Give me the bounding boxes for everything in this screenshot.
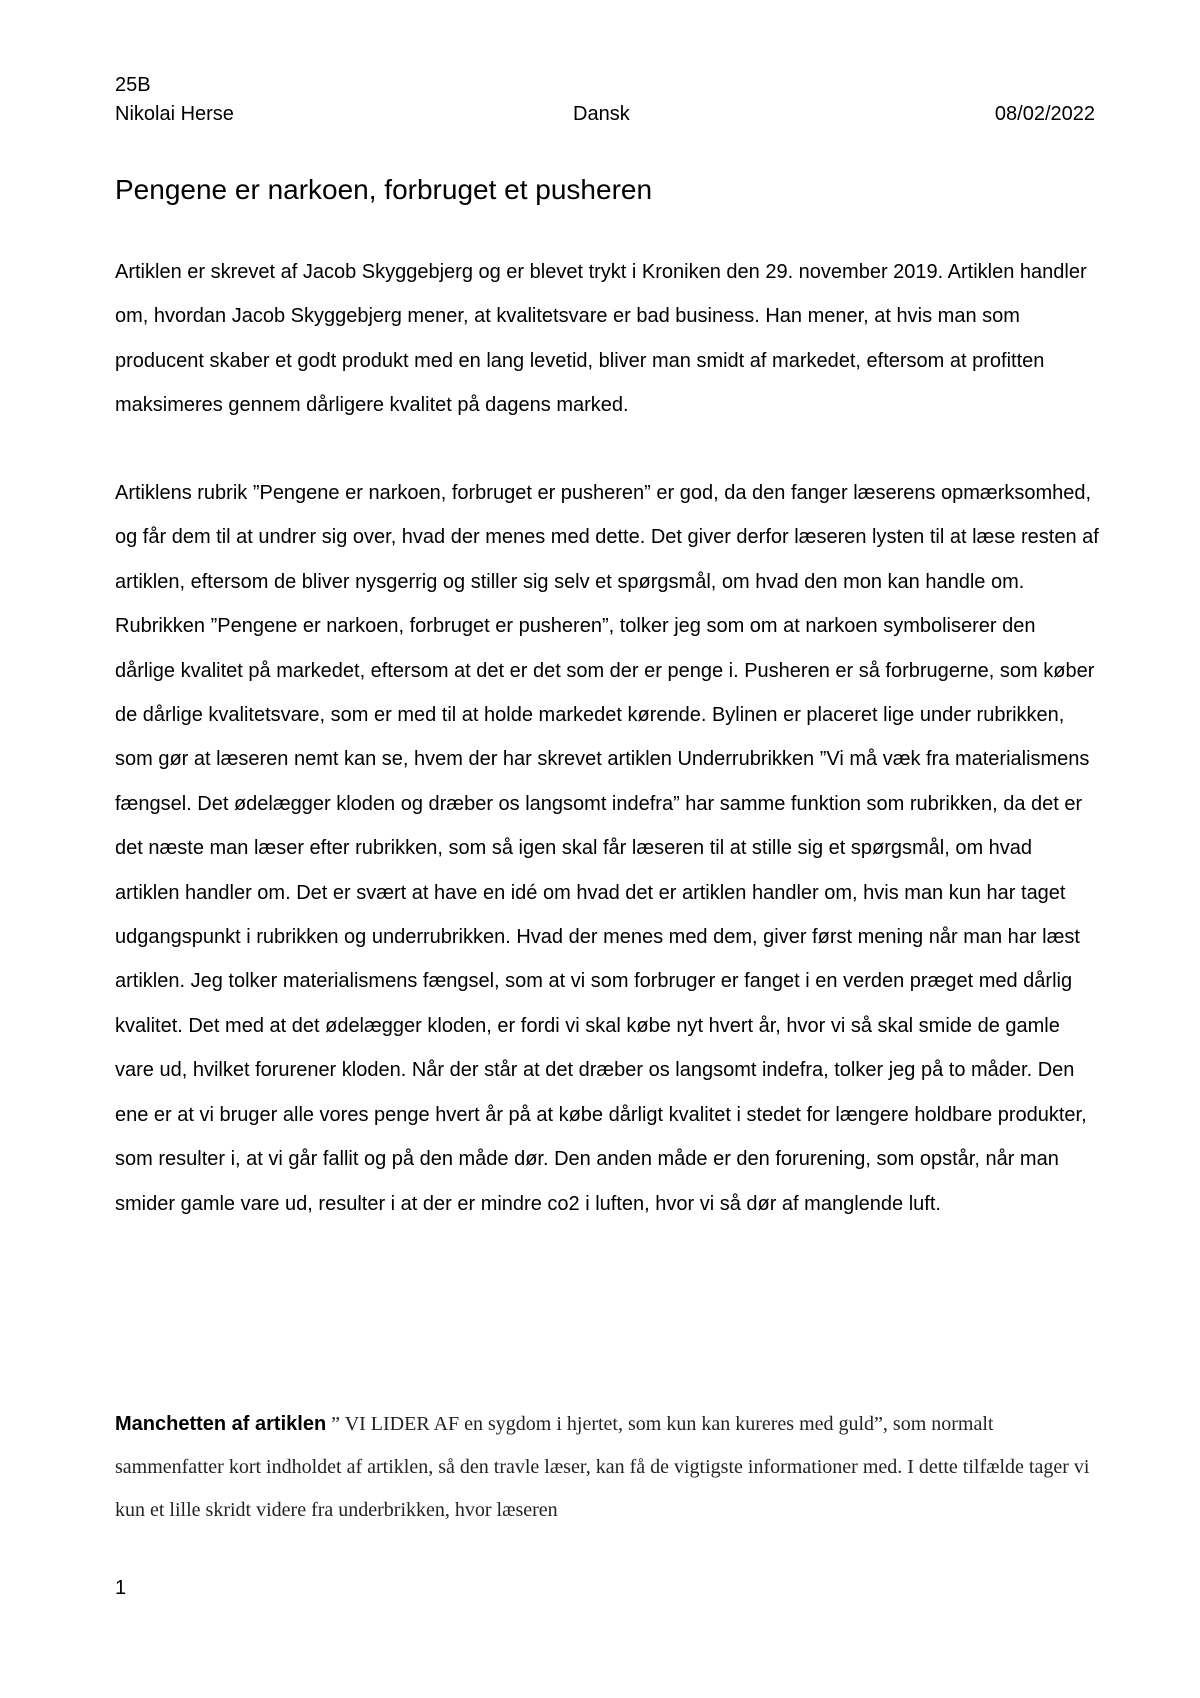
subject: Dansk [573,103,630,125]
class-code: 25B [115,74,151,96]
author-name: Nikolai Herse [115,103,234,125]
paragraph-intro: Artiklen er skrevet af Jacob Skyggebjerg og er blevet trykt i Kroniken den 29. november 2019. Artiklen handler om, hvordan Jacob Skyggebjerg mener, at kvalitetsvare er bad business. Han mener, at hvis man som producent skaber et godt produkt med en lang levetid, bliver man smidt af markedet, eftersom at profitten maksimeres gennem dårligere kvalitet på dagens marked. [115,261,1087,417]
paragraph-analysis: Artiklens rubrik ”Pengene er narkoen, forbruget er pusheren” er god, da den fanger læserens opmærksomhed, og får dem til at undrer sig over, hvad der menes med dette. Det giver derfor læseren lysten til at læse resten af artiklen, eftersom de bliver nysgerrig og stiller sig selv et spørgsmål, om hvad den mon kan handle om. Rubrikken ”Pengene er narkoen, forbruget er pusheren”, tolker jeg som om at narkoen symboliserer den dårlige kvalitet på markedet, eftersom at det er det som der er penge i. Pusheren er så forbrugerne, som køber de dårlige kvalitetsvare, som er med til at holde markedet kørende. Bylinen er placeret lige under rubrikken, som gør at læseren nemt kan se, hvem der har skrevet artiklen Underrubrikken ”Vi må væk fra materialismens fængsel. Det ødelægger kloden og dræber os langsomt indefra” har samme funktion som rubrikken, da det er det næste man læser efter rubrikken, som så igen skal får læseren til at stille sig et spørgsmål, om hvad artiklen handler om. Det er svært at have en idé om hvad det er artiklen handler om, hvis man kun har taget udgangspunkt i rubrikken og underrubrikken. Hvad der menes med dem, giver først mening når man har læst artiklen. Jeg tolker materialismens fængsel, som at vi som forbruger er fanget i en verden præget med dårlig kvalitet. Det med at det ødelægger kloden, er fordi vi skal købe nyt hvert år, hvor vi så skal smide de gamle vare ud, hvilket forurener kloden. Når der står at det dræber os langsomt indefra, tolker jeg på to måder. Den ene er at vi bruger alle vores penge hvert år på at købe dårligt kvalitet i stedet for længere holdbare produkter, som resulter i, at vi går fallit og på den måde dør. Den anden måde er den forurening, som opstår, når man smider gamle vare ud, resulter i at der er mindre co2 i luften, hvor vi så dør af manglende luft. [115,482,1099,1215]
paragraph-manchet-body: ” VI LIDER AF en sygdom i hjertet, som kun kan kureres med guld”, som normalt sammenfatter kort indholdet af artiklen, så den travle læser, kan få de vigtigste informationer med. I dette tilfælde tager vi kun et lille skridt videre fra underbrikken, hvor læseren [115,1413,1090,1521]
date: 08/02/2022 [994,103,1095,125]
page-number: 1 [115,1577,127,1599]
document-header [115,103,1095,133]
document-title: Pengene er narkoen, forbruget et pusheren [115,174,653,205]
paragraph-manchet [115,1403,1100,1532]
paragraph-manchet-lead: Manchetten af artiklen [115,1413,327,1435]
